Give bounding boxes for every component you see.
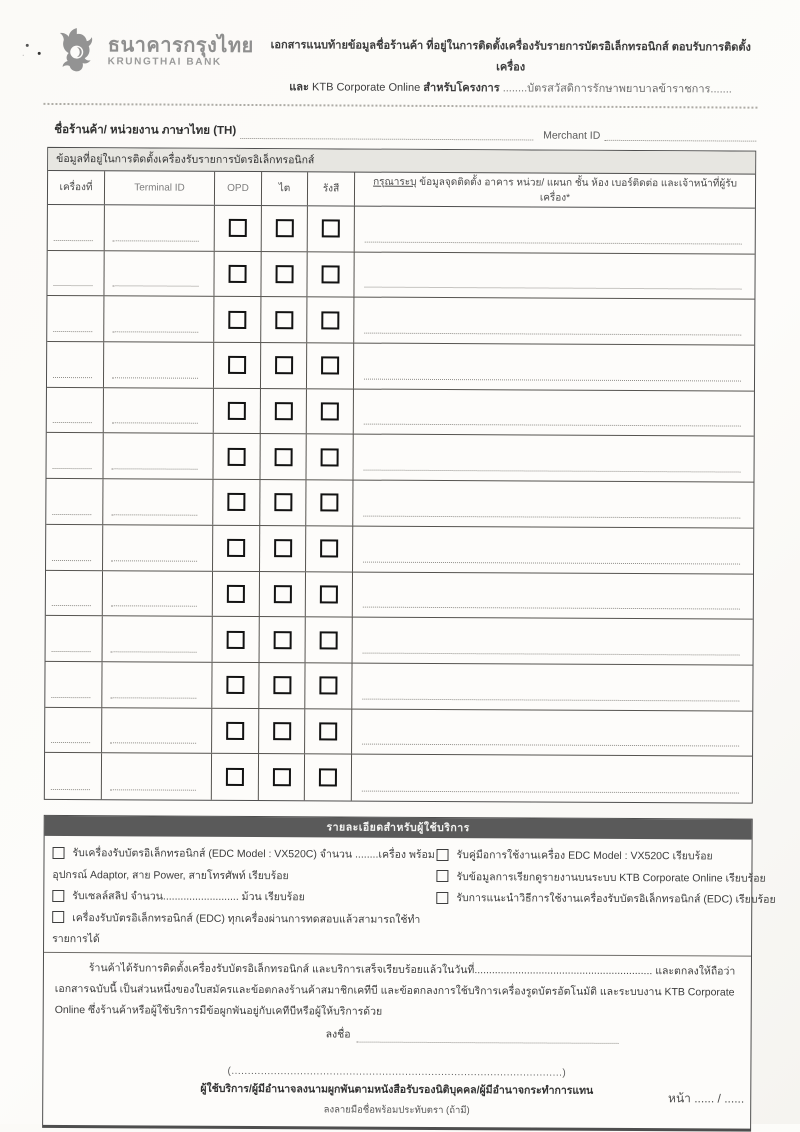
checkbox-radiology[interactable] [319,722,337,740]
machine-no-cell [45,707,102,752]
terminal-id-cell [104,251,214,296]
checklist-line [52,842,435,865]
machine-no-input[interactable] [52,605,91,606]
install-detail-cell [353,526,753,573]
opd-cell [212,708,259,753]
checklist-text: รับคู่มือการใช้งานเครื่อง EDC Model : VX520C เรียบร้อย [456,849,713,863]
checklist-text: รับการแนะนำวิธีการใช้งานเครื่องรับบัตรอิเล็กทรอนิกส์ (EDC) เรียบร้อย [456,892,776,906]
terminal-id-cell [103,479,213,524]
agreement-paragraph: ร้านค้าได้รับการติดตั้งเครื่องรับบัตรอิเล็กทรอนิกส์ และบริการเสร็จเรียบร้อยแล้วในวันที่............................................................. และตกลงให้ถือว่าเอกสารฉบับนี้ เป็นส่วนหนึ่งของใบสมัครและข้อตกลงร้านค้าสมาชิกเคทีบี และข้อตกลงการใช้บริการเครื่องรูดบัตรอัตโนมัติ และระบบงาน KTB Corporate Online ซึ่งร้านค้าหรือผู้ใช้บริการมีข้อผูกพันอยู่กับเคทีบีหรือผู้ให้บริการด้วย [54,962,736,1019]
machine-no-input[interactable] [52,651,91,652]
table-row [45,662,752,711]
col-header-terminal-id: Terminal ID [105,171,215,205]
machine-no-input[interactable] [54,285,93,286]
bank-name-english: KRUNGTHAI BANK [107,56,222,68]
table-row [47,251,754,300]
project-name-fill: ........บัตรสวัสดิการรักษาพยาบาลข้าราชการ....... [499,82,732,96]
install-detail-input[interactable] [365,241,742,244]
machine-no-cell [47,251,104,296]
service-checkbox[interactable] [436,892,448,904]
merchant-id-input[interactable] [604,128,756,142]
signature-paren-line: (.....................................................................................................) [227,1066,567,1080]
terminal-id-input[interactable] [110,743,196,744]
table-row [47,296,754,345]
checkbox-radiology[interactable] [321,357,339,375]
terminal-id-input[interactable] [112,377,198,378]
install-detail-input[interactable] [364,424,741,427]
page-number: หน้า ...... / ...... [668,1091,745,1106]
machine-no-cell [47,388,104,433]
radiology-cell [307,298,354,343]
install-detail-cell [353,435,753,482]
machine-no-input[interactable] [51,742,90,743]
checkbox-kidney[interactable] [275,219,293,237]
checkbox-radiology[interactable] [320,494,338,512]
install-detail-input[interactable] [363,515,740,518]
opd-cell [214,252,261,297]
radiology-cell [305,663,352,708]
checkbox-radiology[interactable] [319,768,337,786]
checkbox-opd[interactable] [226,676,244,694]
col-header-radiology: รังสี [308,172,355,205]
checklist-line [436,887,775,910]
machine-no-input[interactable] [53,331,92,332]
checkbox-opd[interactable] [227,630,245,648]
machine-no-cell [46,479,103,524]
checkbox-kidney[interactable] [274,402,292,420]
opd-cell [213,434,260,479]
kidney-cell [261,343,307,388]
checklist-text: รับเครื่องรับบัตรอิเล็กทรอนิกส์ (EDC Model : VX520C) จำนวน ........เครื่อง พร้อม [72,847,435,862]
terminal-id-input[interactable] [110,789,196,790]
radiology-cell [306,572,353,617]
terminal-id-input[interactable] [112,423,198,424]
terminal-id-cell [104,297,214,342]
install-detail-input[interactable] [364,287,741,290]
terminal-id-cell [103,525,213,570]
install-detail-cell [354,298,754,345]
checkbox-kidney[interactable] [272,768,290,786]
machine-no-cell [45,753,102,799]
col-header-kidney: ไต [262,172,308,205]
table-row [45,753,752,802]
checklist-text: อุปกรณ์ Adaptor, สาย Power, สายโทรศัพท์ เรียบร้อย [52,868,289,882]
vayupak-bird-icon [54,26,100,81]
install-detail-cell [354,389,754,436]
checkbox-radiology[interactable] [322,220,340,238]
checkbox-opd[interactable] [226,722,244,740]
table-row [46,570,753,619]
terminal-id-input[interactable] [112,286,198,287]
col-header-machine-no: เครื่องที่ [48,171,105,204]
signer-note: ลงลายมือชื่อพร้อมประทับตรา (ถ้ามี) [323,1104,470,1117]
signer-title: ผู้ใช้บริการ/ผู้มีอำนาจลงนามผูกพันตามหนังสือรับรองนิติบุคคล/ผู้มีอำนาจกระทำการแทน [200,1083,594,1098]
machine-no-cell [47,342,104,387]
install-detail-cell [352,709,752,756]
kidney-cell [260,526,306,571]
checkbox-radiology[interactable] [320,585,338,603]
machine-no-cell [47,296,104,341]
checkbox-opd[interactable] [228,402,246,420]
checklist-text: รับเซลล์สลิป จำนวน.......................... ม้วน เรียบร้อย [72,890,305,904]
opd-cell [213,480,260,525]
install-detail-input[interactable] [364,470,741,473]
checkbox-kidney[interactable] [274,494,292,512]
service-checklist [44,836,776,956]
machine-no-input[interactable] [54,240,93,241]
checklist-text: รับข้อมูลการเรียกดูรายงานบนระบบ KTB Corporate Online เรียบร้อย [456,870,766,885]
header-divider [43,103,757,109]
bank-name-thai: ธนาคารกรุงไทย [107,34,254,58]
kidney-cell [261,297,307,342]
service-checkbox[interactable] [52,911,64,923]
terminal-id-cell [102,662,212,707]
checkbox-kidney[interactable] [273,676,291,694]
kidney-cell [260,434,306,479]
opd-cell [214,297,261,342]
table-header-row [48,171,755,209]
machine-no-input[interactable] [51,789,90,790]
checklist-line [52,928,432,951]
machine-no-input[interactable] [53,468,92,469]
col-header-detail: กรุณาระบุ ข้อมูลจุดติดตั้ง อาคาร หน่วย/ แผนก ชั้น ห้อง เบอร์ติดต่อ และเจ้าหน้าที่ผู้รับเครื่อง* [373,176,738,204]
checkbox-kidney[interactable] [275,311,293,329]
title-line-1: เอกสารแนบท้ายข้อมูลชื่อร้านค้า ที่อยู่ในการติดตั้งเครื่องรับรายการบัตรอิเล็กทรอนิกส์ ตอบรับการติดตั้งเครื่อง [270,39,751,74]
service-checkbox[interactable] [52,890,64,902]
checkbox-opd[interactable] [227,585,245,603]
checkbox-kidney[interactable] [275,265,293,283]
service-checkbox[interactable] [53,847,65,859]
machine-no-cell [48,205,105,250]
install-detail-cell [355,207,755,254]
table-section-title: ข้อมูลที่อยู่ในการติดตั้งเครื่องรับรายการบัตรอิเล็กทรอนิกส์ [48,148,755,175]
checkbox-opd[interactable] [227,493,245,511]
radiology-cell [306,435,353,480]
merchant-name-input[interactable] [240,126,533,141]
machine-no-input[interactable] [53,422,92,423]
machine-no-cell [46,570,103,615]
merchant-id-label: Merchant ID [543,129,601,142]
table-row [46,479,753,528]
signature-row [44,1024,751,1045]
machine-no-input[interactable] [53,377,92,378]
install-detail-input[interactable] [362,791,739,794]
radiology-cell [307,252,354,297]
opd-cell [214,343,261,388]
kidney-cell [261,252,307,297]
install-detail-input[interactable] [363,652,740,655]
table-row [48,205,755,254]
checkbox-radiology[interactable] [320,631,338,649]
terminal-id-input[interactable] [112,468,198,469]
radiology-cell [307,343,354,388]
service-checkbox[interactable] [436,870,448,882]
machine-no-input[interactable] [51,697,90,698]
service-section-header: รายละเอียดสำหรับผู้ใช้บริการ [45,816,752,840]
checklist-text: รายการได้ [52,933,100,946]
checkbox-radiology[interactable] [321,402,339,420]
checklist-line [52,863,432,886]
svc-col-left [52,842,433,951]
machine-no-cell [46,616,103,661]
machine-no-cell [46,433,103,478]
merchant-row [54,121,756,143]
opd-cell [215,206,262,251]
install-detail-input[interactable] [362,744,739,747]
machine-no-cell [46,525,103,570]
terminal-id-cell [103,571,213,616]
checklist-line [52,906,432,929]
checkbox-kidney[interactable] [274,539,292,557]
document-title [261,35,759,101]
terminal-id-cell [105,205,215,250]
sign-label: ลงชื่อ [325,1028,351,1041]
opd-cell [213,526,260,571]
table-row [46,616,753,665]
kidney-cell [261,389,307,434]
opd-cell [213,617,260,662]
kidney-cell [259,709,305,754]
kidney-cell [260,480,306,525]
terminal-id-input[interactable] [111,560,197,561]
install-detail-input[interactable] [363,561,740,564]
checkbox-opd[interactable] [229,265,247,283]
checkbox-radiology[interactable] [321,311,339,329]
checklist-line [437,844,776,867]
radiology-cell [308,206,355,251]
checkbox-opd[interactable] [228,356,246,374]
kidney-cell [262,206,308,251]
terminal-id-cell [102,753,212,799]
install-detail-input[interactable] [364,333,741,336]
checkbox-kidney[interactable] [275,357,293,375]
edc-table-body [45,205,755,803]
checkbox-kidney[interactable] [274,448,292,466]
install-detail-cell [353,618,753,665]
table-row [45,707,752,756]
terminal-id-input[interactable] [111,605,197,606]
form-header [0,0,800,101]
kidney-cell [260,572,306,617]
terminal-id-input[interactable] [113,240,199,241]
kidney-cell [260,617,306,662]
install-detail-input[interactable] [364,378,741,381]
terminal-id-input[interactable] [110,697,196,698]
table-row [46,433,753,482]
terminal-id-input[interactable] [112,331,198,332]
checkbox-radiology[interactable] [322,265,340,283]
terminal-id-cell [103,616,213,661]
table-row [47,388,754,437]
logo-text [108,34,254,68]
service-details-section [42,815,776,1132]
install-detail-cell [352,663,752,710]
terminal-id-input[interactable] [111,651,197,652]
terminal-id-input[interactable] [111,514,197,515]
radiology-cell [306,526,353,571]
table-row [47,342,754,391]
checkbox-opd[interactable] [228,448,246,466]
checkbox-radiology[interactable] [319,677,337,695]
machine-no-input[interactable] [52,559,91,560]
opd-cell [212,754,259,800]
krungthai-logo [53,26,261,98]
svc-col-right [432,844,776,953]
kidney-cell [259,663,305,708]
checkbox-opd[interactable] [229,219,247,237]
checkbox-kidney[interactable] [273,631,291,649]
checklist-line [436,865,775,888]
terminal-id-cell [102,708,212,753]
install-detail-input[interactable] [362,698,739,701]
checkbox-kidney[interactable] [273,722,291,740]
opd-cell [212,663,259,708]
title-line-2: และ KTB Corporate Online สำหรับโครงการ ........บัตรสวัสดิการรักษาพยาบาลข้าราชการ....... [289,81,732,96]
radiology-cell [305,755,352,801]
scan-ink-mark [26,44,29,47]
service-checkbox[interactable] [437,849,449,861]
checkbox-opd[interactable] [228,311,246,329]
col-header-opd: OPD [215,172,262,205]
checklist-line [52,885,432,908]
radiology-cell [306,480,353,525]
merchant-name-label: ชื่อร้านค้า/ หน่วยงาน ภาษาไทย (TH) [54,123,237,137]
terminal-id-cell [104,388,214,433]
checkbox-opd[interactable] [226,768,244,786]
radiology-cell [307,389,354,434]
terminal-id-cell [103,434,213,479]
signature-input[interactable] [357,1031,619,1044]
opd-cell [214,389,261,434]
install-detail-cell [354,344,754,391]
machine-no-input[interactable] [52,514,91,515]
installation-table [44,147,756,804]
install-detail-input[interactable] [363,607,740,610]
checkbox-radiology[interactable] [320,540,338,558]
kidney-cell [259,754,305,800]
install-detail-cell [353,481,753,528]
install-detail-cell [354,252,754,299]
machine-no-cell [45,662,102,707]
radiology-cell [306,617,353,662]
opd-cell [213,571,260,616]
table-row [46,525,753,574]
checkbox-kidney[interactable] [273,585,291,603]
install-detail-cell [352,755,752,803]
radiology-cell [305,709,352,754]
install-detail-cell [353,572,753,619]
checklist-text: เครื่องรับบัตรอิเล็กทรอนิกส์ (EDC) ทุกเครื่องผ่านการทดสอบแล้วสามารถใช้ทำ [72,911,421,926]
checkbox-opd[interactable] [227,539,245,557]
checkbox-radiology[interactable] [321,448,339,466]
terminal-id-cell [104,342,214,387]
